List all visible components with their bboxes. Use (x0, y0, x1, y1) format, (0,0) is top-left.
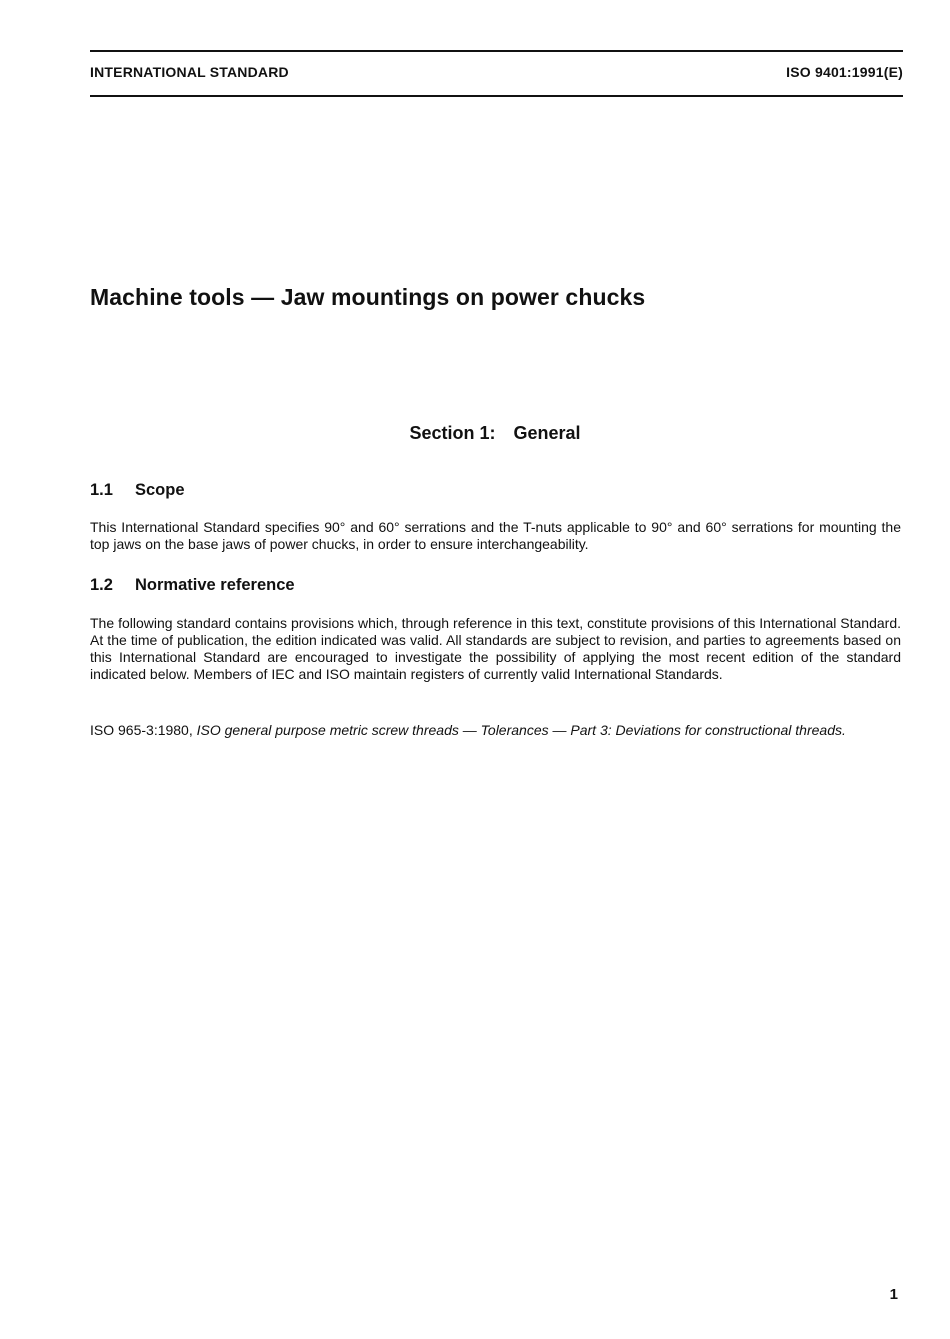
clause-heading-normative-reference (90, 576, 295, 595)
header-document-type: INTERNATIONAL STANDARD (90, 64, 289, 80)
section-label: Section 1: (409, 423, 496, 443)
header-top-rule (90, 50, 903, 52)
reference-title: ISO general purpose metric screw threads — Tolerances — Part 3: Deviations for constructional threads. (196, 722, 846, 738)
reference-code: ISO 965-3:1980, (90, 722, 193, 738)
header-standard-number: ISO 9401:1991(E) (786, 64, 903, 80)
clause-title: Normative reference (135, 576, 295, 594)
clause-number: 1.2 (90, 576, 113, 594)
page-number: 1 (889, 1286, 898, 1303)
clause-number: 1.1 (90, 481, 113, 499)
normative-reference-paragraph: The following standard contains provisions which, through reference in this text, constitute provisions of this International Standard. At the time of publication, the edition indicated was valid. All standards are subject to revision, and parties to agreements based on this International Standard are encouraged to investigate the possibility of applying the most recent edition of the standard indicated below. Members of IEC and ISO maintain registers of currently valid International Standards. (90, 615, 901, 682)
document-title: Machine tools — Jaw mountings on power chucks (90, 284, 646, 310)
section-name: General (513, 423, 581, 443)
reference-entry (90, 722, 901, 739)
header-bottom-rule (90, 95, 903, 97)
scope-paragraph: This International Standard specifies 90° and 60° serrations and the T-nuts applicable to 90° and 60° serrations for mounting the top jaws on the base jaws of power chucks, in order to ensure interchangeability. (90, 519, 901, 552)
clause-heading-scope (90, 481, 185, 500)
section-heading (0, 423, 950, 444)
clause-title: Scope (135, 481, 185, 499)
